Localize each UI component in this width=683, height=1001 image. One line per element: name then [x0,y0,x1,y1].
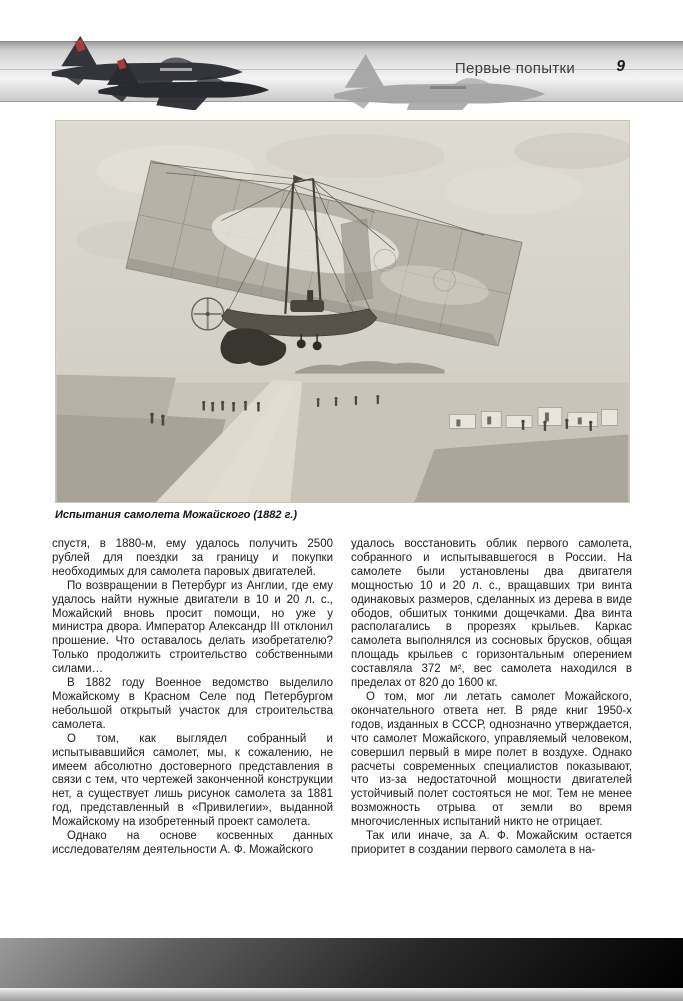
paragraph-left-1: спустя, в 1880-м, ему удалось получить 2500 рублей для поездки за границу и покупки необходимых для самолета паровых двигателей. [52,538,333,578]
paragraph-left-3: В 1882 году Военное ведомство выделило Можайскому в Красном Селе под Петербургом небольшой открытый участок для строительства самолета. [52,677,333,731]
paragraph-left-4: О том, как выглядел собранный и испытывавшийся самолет, мы, к сожалению, не имеем абсолютно достоверного представления в связи с тем, что чертежей законченной конструкции нет, а существует лишь рисунок самолета за 1881 год, представленный в «Привилегии», выданной Можайскому на изобретенный проект самолета. [52,732,333,829]
paragraph-left-2: По возвращении в Петербург из Англии, где ему удалось найти нужные двигатели в 10 и 20 л. с., Можайский вновь просит помощи, но уже у министра двора. Император Александр III отклонил прошение. Что оставалось делать изобретателю? Только продолжить строительство собственными силами… [52,579,333,676]
page-number: 9 [616,58,625,75]
figure-caption: Испытания самолета Можайского (1882 г.) [55,509,298,521]
footer-light-band [0,988,683,1001]
paragraph-right-1: удалось восстановить облик первого самолета, собранного и испытывавшегося в России. На самолете были установлены два двигателя мощностью 10 и 20 л. с., вращавших три винта одинаковых размеров, сделанных из дерева в виде ободов, обшитых тонкими дощечками. Два винта располагались в прорезях крыльев. Каркас самолета выполнялся из сосновых брусков, общая площадь крыльев с горизонтальным оперением составляла 372 м², вес самолета находился в пределах от 820 до 1600 кг. [351,538,632,690]
ground [57,361,629,502]
figure [55,120,630,503]
airplane-fin [341,218,373,302]
jet-fuselage-stripe [160,68,192,71]
mozhaysky-flight-illustration [56,121,629,502]
paragraph-right-3: Так или иначе, за А. Ф. Можайским остается приоритет в создании первого самолета в на- [351,830,632,856]
chapter-title: Первые попытки [454,60,575,77]
airplane-propeller [192,298,224,330]
column-left [52,538,333,910]
column-right [351,538,632,910]
paragraph-left-5: Однако на основе косвенных данных исследователям деятельности А. Ф. Можайского [52,830,333,856]
header-aircraft-art [0,26,683,110]
text-columns [52,538,632,910]
paragraph-right-2: О том, мог ли летать самолет Можайского, окончательного ответа нет. В ряде книг 1950-х годов, изданных в СССР, однозначно утверждается, что самолет Можайского, управляемый человеком, совершил первый в мире полет в воздухе. Однако расчеты современных специалистов показывают, что из-за недостаточной мощности двигателей устойчивый полет состояться не мог. Тем не менее возможность отрыва от земли во время многочисленных испытаний никто не отрицает. [351,690,632,829]
footer-dark-band [0,938,683,988]
gray-jet-stripe [430,86,466,89]
